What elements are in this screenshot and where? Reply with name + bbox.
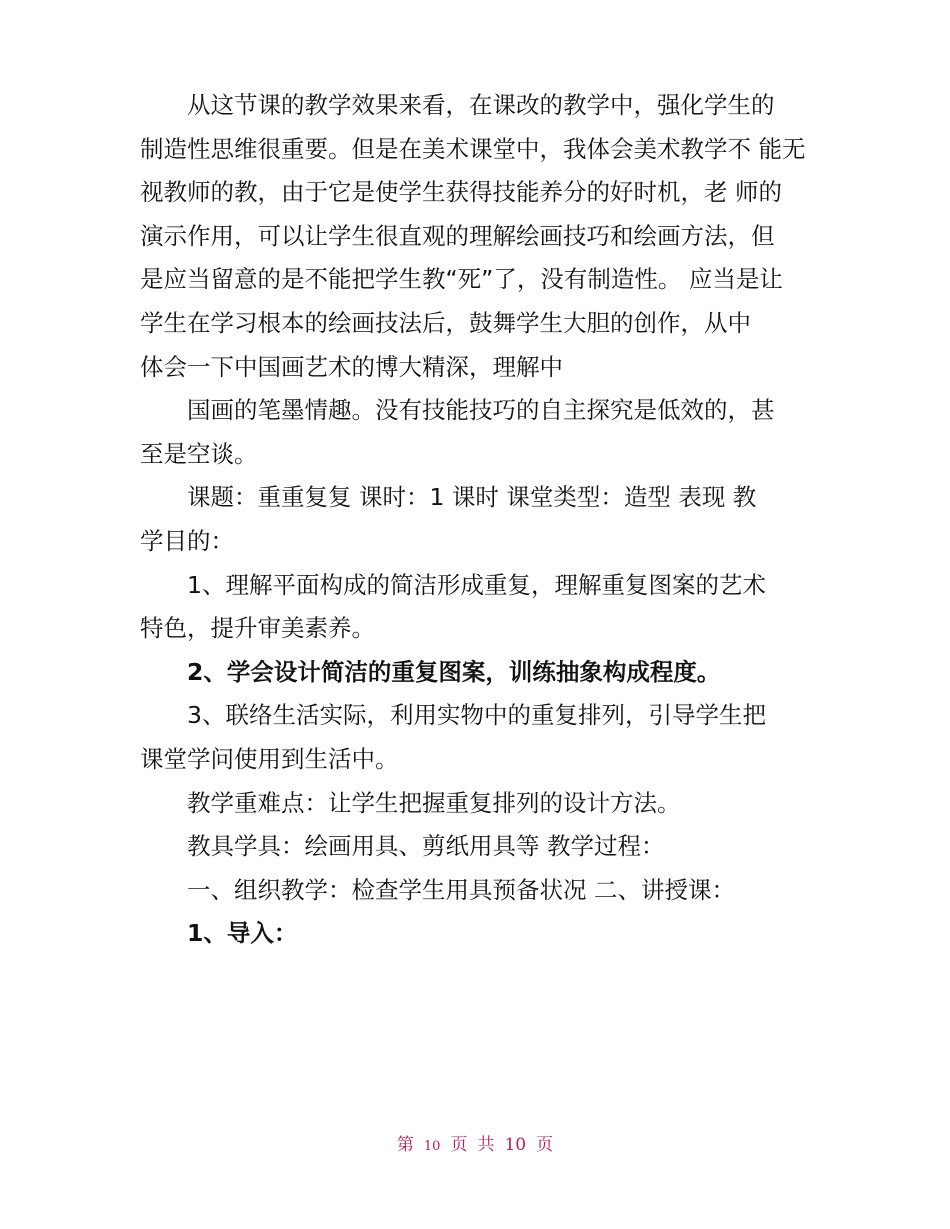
footer-ye: 页 <box>450 1135 468 1155</box>
paragraph-line: 国画的笔墨情趣。没有技能技巧的自主探究是低效的，甚 <box>187 396 775 425</box>
paragraph-line: 学生在学习根本的绘画技法后，鼓舞学生大胆的创作，从中 <box>140 308 751 337</box>
materials-line: 教具学具：绘画用具、剪纸用具等 教学过程： <box>187 832 665 861</box>
objective-line: 课堂学问使用到生活中。 <box>140 744 399 773</box>
footer-page-number: 10 <box>423 1139 441 1154</box>
key-points-line: 教学重难点：让学生把握重复排列的设计方法。 <box>187 788 681 817</box>
paragraph-line: 是应当留意的是不能把学生教“死”了，没有制造性。 应当是让 <box>140 265 783 294</box>
paragraph-line: 至是空谈。 <box>140 439 258 468</box>
section-heading: 1、导入： <box>187 919 298 948</box>
paragraph-line: 体会一下中国画艺术的博大精深，理解中 <box>140 352 563 381</box>
document-body <box>140 84 820 956</box>
paragraph-line: 演示作用，可以让学生很直观的理解绘画技巧和绘画方法，但 <box>140 221 775 250</box>
objective-line: 3、联络生活实际，利用实物中的重复排列，引导学生把 <box>187 701 766 730</box>
process-line: 一、组织教学：检查学生用具预备状况 二、讲授课： <box>187 875 735 904</box>
paragraph-line: 视教师的教，由于它是使学生获得技能养分的好时机，老 师的 <box>140 178 782 207</box>
paragraph-line: 从这节课的教学效果来看，在课改的教学中，强化学生的 <box>187 91 775 119</box>
paragraph-line: 制造性思维很重要。但是在美术课堂中，我体会美术教学不 能无 <box>140 134 806 163</box>
footer-gong: 共 <box>477 1135 495 1155</box>
paragraph-line: 学目的： <box>140 526 234 555</box>
course-title-line: 课题：重重复复 课时：1 课时 课堂类型：造型 表现 教 <box>187 483 757 512</box>
objective-line: 1、理解平面构成的简洁形成重复，理解重复图案的艺术 <box>187 570 766 599</box>
footer-di: 第 <box>396 1135 414 1155</box>
objective-line: 特色，提升审美素养。 <box>140 614 375 643</box>
footer-ye2: 页 <box>536 1135 554 1155</box>
footer-total-pages: 10 <box>504 1135 527 1155</box>
objective-line-bold: 2、学会设计简洁的重复图案，训练抽象构成程度。 <box>187 657 721 686</box>
page-footer <box>0 1133 950 1159</box>
